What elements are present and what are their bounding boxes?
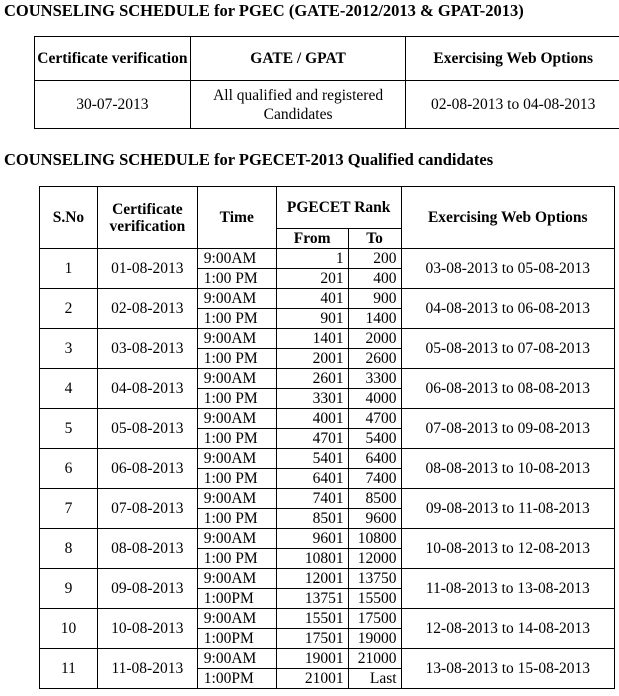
row-rank-to-afternoon: 2600 bbox=[348, 349, 401, 369]
row-rank-from-morning: 19001 bbox=[276, 649, 348, 669]
row-time-afternoon: 1:00 PM bbox=[197, 509, 276, 529]
header-pgecet-rank: PGECET Rank bbox=[276, 187, 401, 229]
header-gate-gpat: GATE / GPAT bbox=[190, 37, 406, 81]
row-sno: 8 bbox=[40, 529, 98, 569]
row-rank-from-morning: 1401 bbox=[276, 329, 348, 349]
row-time-afternoon: 1:00 PM bbox=[197, 469, 276, 489]
row-rank-from-afternoon: 13751 bbox=[276, 589, 348, 609]
row-rank-from-afternoon: 17501 bbox=[276, 629, 348, 649]
row-rank-from-afternoon: 10801 bbox=[276, 549, 348, 569]
row-rank-from-afternoon: 201 bbox=[276, 269, 348, 289]
row-verification-date: 05-08-2013 bbox=[97, 409, 197, 449]
row-rank-from-afternoon: 3301 bbox=[276, 389, 348, 409]
row-web-options: 05-08-2013 to 07-08-2013 bbox=[401, 329, 614, 369]
pgec-schedule-heading: COUNSELING SCHEDULE for PGEC (GATE-2012/2013 & GPAT-2013) bbox=[4, 1, 524, 20]
header-web-options: Exercising Web Options bbox=[401, 187, 614, 249]
row-time-afternoon: 1:00PM bbox=[197, 589, 276, 609]
table-row bbox=[40, 569, 615, 589]
row-time-afternoon: 1:00 PM bbox=[197, 389, 276, 409]
row-sno: 5 bbox=[40, 409, 98, 449]
row-rank-from-morning: 5401 bbox=[276, 449, 348, 469]
row-verification-date: 09-08-2013 bbox=[97, 569, 197, 609]
row-time-morning: 9:00AM bbox=[197, 289, 276, 309]
row-time-morning: 9:00AM bbox=[197, 449, 276, 469]
row-time-morning: 9:00AM bbox=[197, 329, 276, 349]
table-row bbox=[40, 329, 615, 349]
row-verification-date: 10-08-2013 bbox=[97, 609, 197, 649]
row-verification-date: 06-08-2013 bbox=[97, 449, 197, 489]
row-rank-to-afternoon: 1400 bbox=[348, 309, 401, 329]
row-time-afternoon: 1:00 PM bbox=[197, 349, 276, 369]
row-time-morning: 9:00AM bbox=[197, 249, 276, 269]
row-verification-date: 04-08-2013 bbox=[97, 369, 197, 409]
row-verification-date: 01-08-2013 bbox=[97, 249, 197, 289]
row-web-options: 10-08-2013 to 12-08-2013 bbox=[401, 529, 614, 569]
row-web-options: 12-08-2013 to 14-08-2013 bbox=[401, 609, 614, 649]
row-sno: 1 bbox=[40, 249, 98, 289]
row-sno: 4 bbox=[40, 369, 98, 409]
row-rank-to-afternoon: 12000 bbox=[348, 549, 401, 569]
header-time: Time bbox=[197, 187, 276, 249]
row-time-afternoon: 1:00 PM bbox=[197, 549, 276, 569]
row-verification-date: 07-08-2013 bbox=[97, 489, 197, 529]
row-web-options: 04-08-2013 to 06-08-2013 bbox=[401, 289, 614, 329]
row-time-morning: 9:00AM bbox=[197, 529, 276, 549]
table-row bbox=[40, 249, 615, 269]
row-web-options: 07-08-2013 to 09-08-2013 bbox=[401, 409, 614, 449]
row-rank-from-afternoon: 6401 bbox=[276, 469, 348, 489]
row-rank-from-afternoon: 8501 bbox=[276, 509, 348, 529]
row-rank-to-morning: 200 bbox=[348, 249, 401, 269]
row-web-options: 08-08-2013 to 10-08-2013 bbox=[401, 449, 614, 489]
row-web-options: 09-08-2013 to 11-08-2013 bbox=[401, 489, 614, 529]
row-time-morning: 9:00AM bbox=[197, 609, 276, 629]
table-row bbox=[40, 369, 615, 389]
row-rank-from-afternoon: 4701 bbox=[276, 429, 348, 449]
row-rank-to-morning: 21000 bbox=[348, 649, 401, 669]
row-rank-to-morning: 13750 bbox=[348, 569, 401, 589]
row-rank-to-afternoon: 9600 bbox=[348, 509, 401, 529]
row-rank-to-morning: 2000 bbox=[348, 329, 401, 349]
row-web-options: 03-08-2013 to 05-08-2013 bbox=[401, 249, 614, 289]
table-row bbox=[40, 409, 615, 429]
row-time-afternoon: 1:00 PM bbox=[197, 269, 276, 289]
row-sno: 6 bbox=[40, 449, 98, 489]
row-time-morning: 9:00AM bbox=[197, 569, 276, 589]
schedule-rows bbox=[40, 249, 615, 689]
row-rank-from-afternoon: 21001 bbox=[276, 669, 348, 689]
pgec-web-options-dates: 02-08-2013 to 04-08-2013 bbox=[406, 81, 619, 129]
row-rank-to-afternoon: 400 bbox=[348, 269, 401, 289]
header-rank-from: From bbox=[276, 229, 348, 249]
row-time-morning: 9:00AM bbox=[197, 369, 276, 389]
row-web-options: 11-08-2013 to 13-08-2013 bbox=[401, 569, 614, 609]
row-rank-from-morning: 9601 bbox=[276, 529, 348, 549]
header-sno: S.No bbox=[40, 187, 98, 249]
pgec-schedule-table bbox=[34, 36, 619, 129]
row-time-afternoon: 1:00 PM bbox=[197, 429, 276, 449]
row-time-morning: 9:00AM bbox=[197, 489, 276, 509]
row-rank-from-afternoon: 901 bbox=[276, 309, 348, 329]
pgec-eligibility: All qualified and registered Candidates bbox=[190, 81, 406, 129]
row-time-afternoon: 1:00 PM bbox=[197, 309, 276, 329]
row-rank-to-morning: 900 bbox=[348, 289, 401, 309]
row-sno: 9 bbox=[40, 569, 98, 609]
pgecet-schedule-table bbox=[39, 186, 615, 689]
row-verification-date: 08-08-2013 bbox=[97, 529, 197, 569]
row-rank-to-morning: 4700 bbox=[348, 409, 401, 429]
row-rank-from-morning: 2601 bbox=[276, 369, 348, 389]
row-rank-to-afternoon: 5400 bbox=[348, 429, 401, 449]
header-web-options: Exercising Web Options bbox=[406, 37, 619, 81]
row-verification-date: 03-08-2013 bbox=[97, 329, 197, 369]
row-rank-from-morning: 1 bbox=[276, 249, 348, 269]
row-time-afternoon: 1:00PM bbox=[197, 669, 276, 689]
row-rank-to-afternoon: 15500 bbox=[348, 589, 401, 609]
row-verification-date: 11-08-2013 bbox=[97, 649, 197, 689]
row-rank-from-morning: 12001 bbox=[276, 569, 348, 589]
row-time-morning: 9:00AM bbox=[197, 649, 276, 669]
row-rank-to-morning: 6400 bbox=[348, 449, 401, 469]
row-rank-to-morning: 17500 bbox=[348, 609, 401, 629]
row-rank-to-afternoon: 4000 bbox=[348, 389, 401, 409]
row-rank-to-morning: 8500 bbox=[348, 489, 401, 509]
row-time-morning: 9:00AM bbox=[197, 409, 276, 429]
row-rank-to-morning: 10800 bbox=[348, 529, 401, 549]
row-rank-to-afternoon: Last bbox=[348, 669, 401, 689]
row-sno: 2 bbox=[40, 289, 98, 329]
row-sno: 10 bbox=[40, 609, 98, 649]
row-sno: 11 bbox=[40, 649, 98, 689]
table-row bbox=[40, 649, 615, 669]
table-row bbox=[40, 609, 615, 629]
header-certificate-verification: Certificate verification bbox=[97, 187, 197, 249]
row-time-afternoon: 1:00PM bbox=[197, 629, 276, 649]
row-web-options: 06-08-2013 to 08-08-2013 bbox=[401, 369, 614, 409]
header-rank-to: To bbox=[348, 229, 401, 249]
table-row bbox=[40, 449, 615, 469]
row-rank-from-afternoon: 2001 bbox=[276, 349, 348, 369]
row-rank-to-afternoon: 19000 bbox=[348, 629, 401, 649]
row-rank-from-morning: 4001 bbox=[276, 409, 348, 429]
row-rank-to-afternoon: 7400 bbox=[348, 469, 401, 489]
row-rank-from-morning: 15501 bbox=[276, 609, 348, 629]
table-row bbox=[40, 289, 615, 309]
row-rank-to-morning: 3300 bbox=[348, 369, 401, 389]
table-row bbox=[40, 529, 615, 549]
row-sno: 7 bbox=[40, 489, 98, 529]
table-row bbox=[40, 489, 615, 509]
row-rank-from-morning: 401 bbox=[276, 289, 348, 309]
pgec-verification-date: 30-07-2013 bbox=[35, 81, 191, 129]
row-verification-date: 02-08-2013 bbox=[97, 289, 197, 329]
row-web-options: 13-08-2013 to 15-08-2013 bbox=[401, 649, 614, 689]
header-certificate-verification: Certificate verification bbox=[35, 37, 191, 81]
row-sno: 3 bbox=[40, 329, 98, 369]
row-rank-from-morning: 7401 bbox=[276, 489, 348, 509]
pgecet-schedule-heading: COUNSELING SCHEDULE for PGECET-2013 Qualified candidates bbox=[4, 150, 494, 169]
